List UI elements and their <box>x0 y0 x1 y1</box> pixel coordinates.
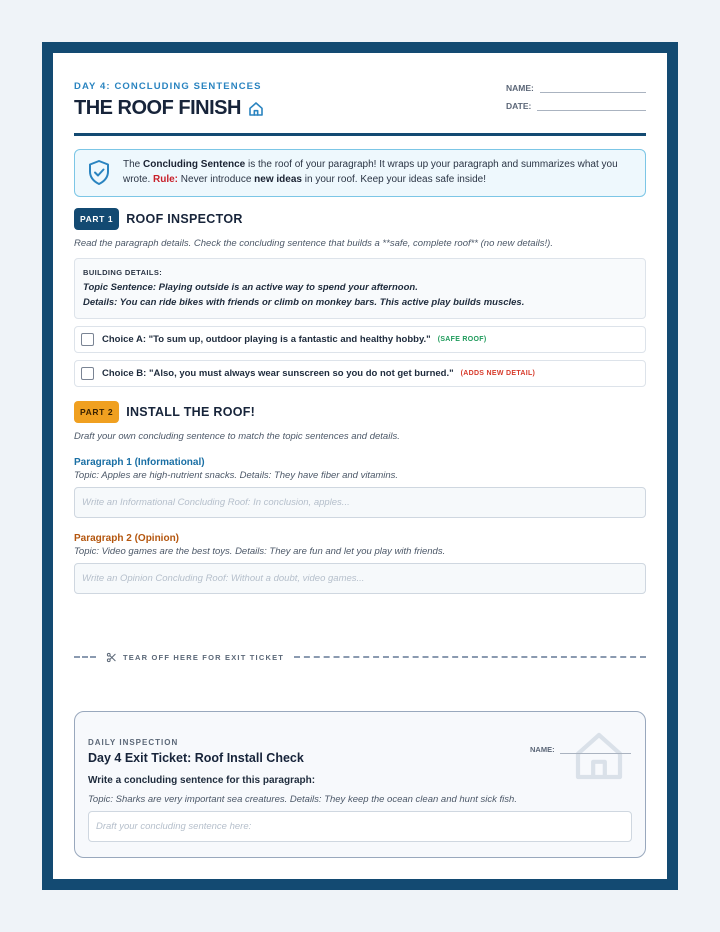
paragraph2-topic: Topic: Video games are the best toys. Details: They are fun and let you play with friends. <box>74 546 446 557</box>
info-text-3: Never introduce <box>178 174 255 185</box>
choice-b-checkbox[interactable] <box>81 367 94 380</box>
info-text-4: in your roof. Keep your ideas safe inside! <box>301 174 486 185</box>
day-label: DAY 4: CONCLUDING SENTENCES <box>74 81 262 92</box>
tear-line <box>74 651 646 663</box>
part2-title: INSTALL THE ROOF! <box>126 405 256 419</box>
house-icon <box>248 101 264 117</box>
choice-b-tag: (ADDS NEW DETAIL) <box>460 370 536 377</box>
info-text-1: The <box>123 159 144 170</box>
paragraph1-input[interactable]: Write an Informational Concluding Roof: In conclusion, apples... <box>74 487 646 518</box>
info-bold-concluding: Concluding Sentence <box>143 159 246 170</box>
part1-title: ROOF INSPECTOR <box>126 212 243 226</box>
choice-a-tag: (SAFE ROOF) <box>437 336 487 343</box>
exit-ticket <box>74 711 646 858</box>
choice-a-text: Choice A: "To sum up, outdoor playing is a fantastic and healthy hobby." <box>102 334 431 345</box>
date-line[interactable] <box>537 100 646 111</box>
info-rule-label: Rule: <box>153 174 179 185</box>
part1-badge: PART 1 <box>74 208 119 230</box>
paragraph2-title: Paragraph 2 (Opinion) <box>74 533 180 544</box>
name-row <box>506 75 646 93</box>
tear-dash-left <box>74 656 96 658</box>
info-bold-new-ideas: new ideas <box>254 174 302 185</box>
paragraph1-topic: Topic: Apples are high-nutrient snacks. Details: They have fiber and vitamins. <box>74 470 399 481</box>
tear-label-text: TEAR OFF HERE FOR EXIT TICKET <box>123 652 285 662</box>
house-watermark-icon <box>571 728 627 784</box>
info-text-2: is the roof of your paragraph! It wraps up your paragraph and summarizes what you wrote. <box>123 159 618 185</box>
topic-sentence: Topic Sentence: Playing outside is an active way to spend your afternoon. <box>83 282 418 293</box>
building-details <box>74 258 646 319</box>
ticket-name-row <box>530 745 631 754</box>
page-title <box>74 97 264 120</box>
ticket-name-label: NAME: <box>530 745 555 754</box>
choice-b[interactable] <box>74 360 646 387</box>
choice-a-checkbox[interactable] <box>81 333 94 346</box>
header-divider <box>74 133 646 136</box>
page-frame <box>42 42 678 890</box>
part1-instructions: Read the paragraph details. Check the concluding sentence that builds a **safe, complete roof** (no new details!). <box>74 238 553 249</box>
date-row <box>506 93 646 111</box>
name-date-block <box>506 75 646 111</box>
building-details-caption: BUILDING DETAILS: <box>83 268 163 277</box>
choice-b-text: Choice B: "Also, you must always wear sunscreen so you do not get burned." <box>102 368 454 379</box>
tear-label <box>96 652 294 663</box>
ticket-title: Day 4 Exit Ticket: Roof Install Check <box>88 751 304 765</box>
ticket-topic: Topic: Sharks are very important sea creatures. Details: They keep the ocean clean and hunt sick fish. <box>88 794 517 805</box>
part1-header <box>74 208 646 230</box>
worksheet-header <box>74 53 646 137</box>
part2-instructions: Draft your own concluding sentence to match the topic sentences and details. <box>74 431 400 442</box>
part2-header <box>74 401 646 423</box>
details-sentence: Details: You can ride bikes with friends or climb on monkey bars. This active play builds muscles. <box>83 297 525 308</box>
shield-check-icon <box>87 159 111 186</box>
worksheet <box>53 53 667 879</box>
ticket-name-line[interactable] <box>560 745 631 754</box>
ticket-prompt: Write a concluding sentence for this paragraph: <box>88 775 316 786</box>
part2-badge: PART 2 <box>74 401 119 423</box>
paragraph2-input[interactable]: Write an Opinion Concluding Roof: Without a doubt, video games... <box>74 563 646 594</box>
name-label: NAME: <box>506 83 534 93</box>
page-title-text: THE ROOF FINISH <box>74 97 241 119</box>
paragraph1-title: Paragraph 1 (Informational) <box>74 457 205 468</box>
name-line[interactable] <box>540 82 646 93</box>
ticket-input[interactable]: Draft your concluding sentence here: <box>88 811 632 842</box>
date-label: DATE: <box>506 101 532 111</box>
info-callout <box>74 149 646 197</box>
tear-dash-right <box>294 656 646 658</box>
ticket-caption: DAILY INSPECTION <box>88 738 179 747</box>
choice-a[interactable] <box>74 326 646 353</box>
scissors-icon <box>106 652 117 663</box>
